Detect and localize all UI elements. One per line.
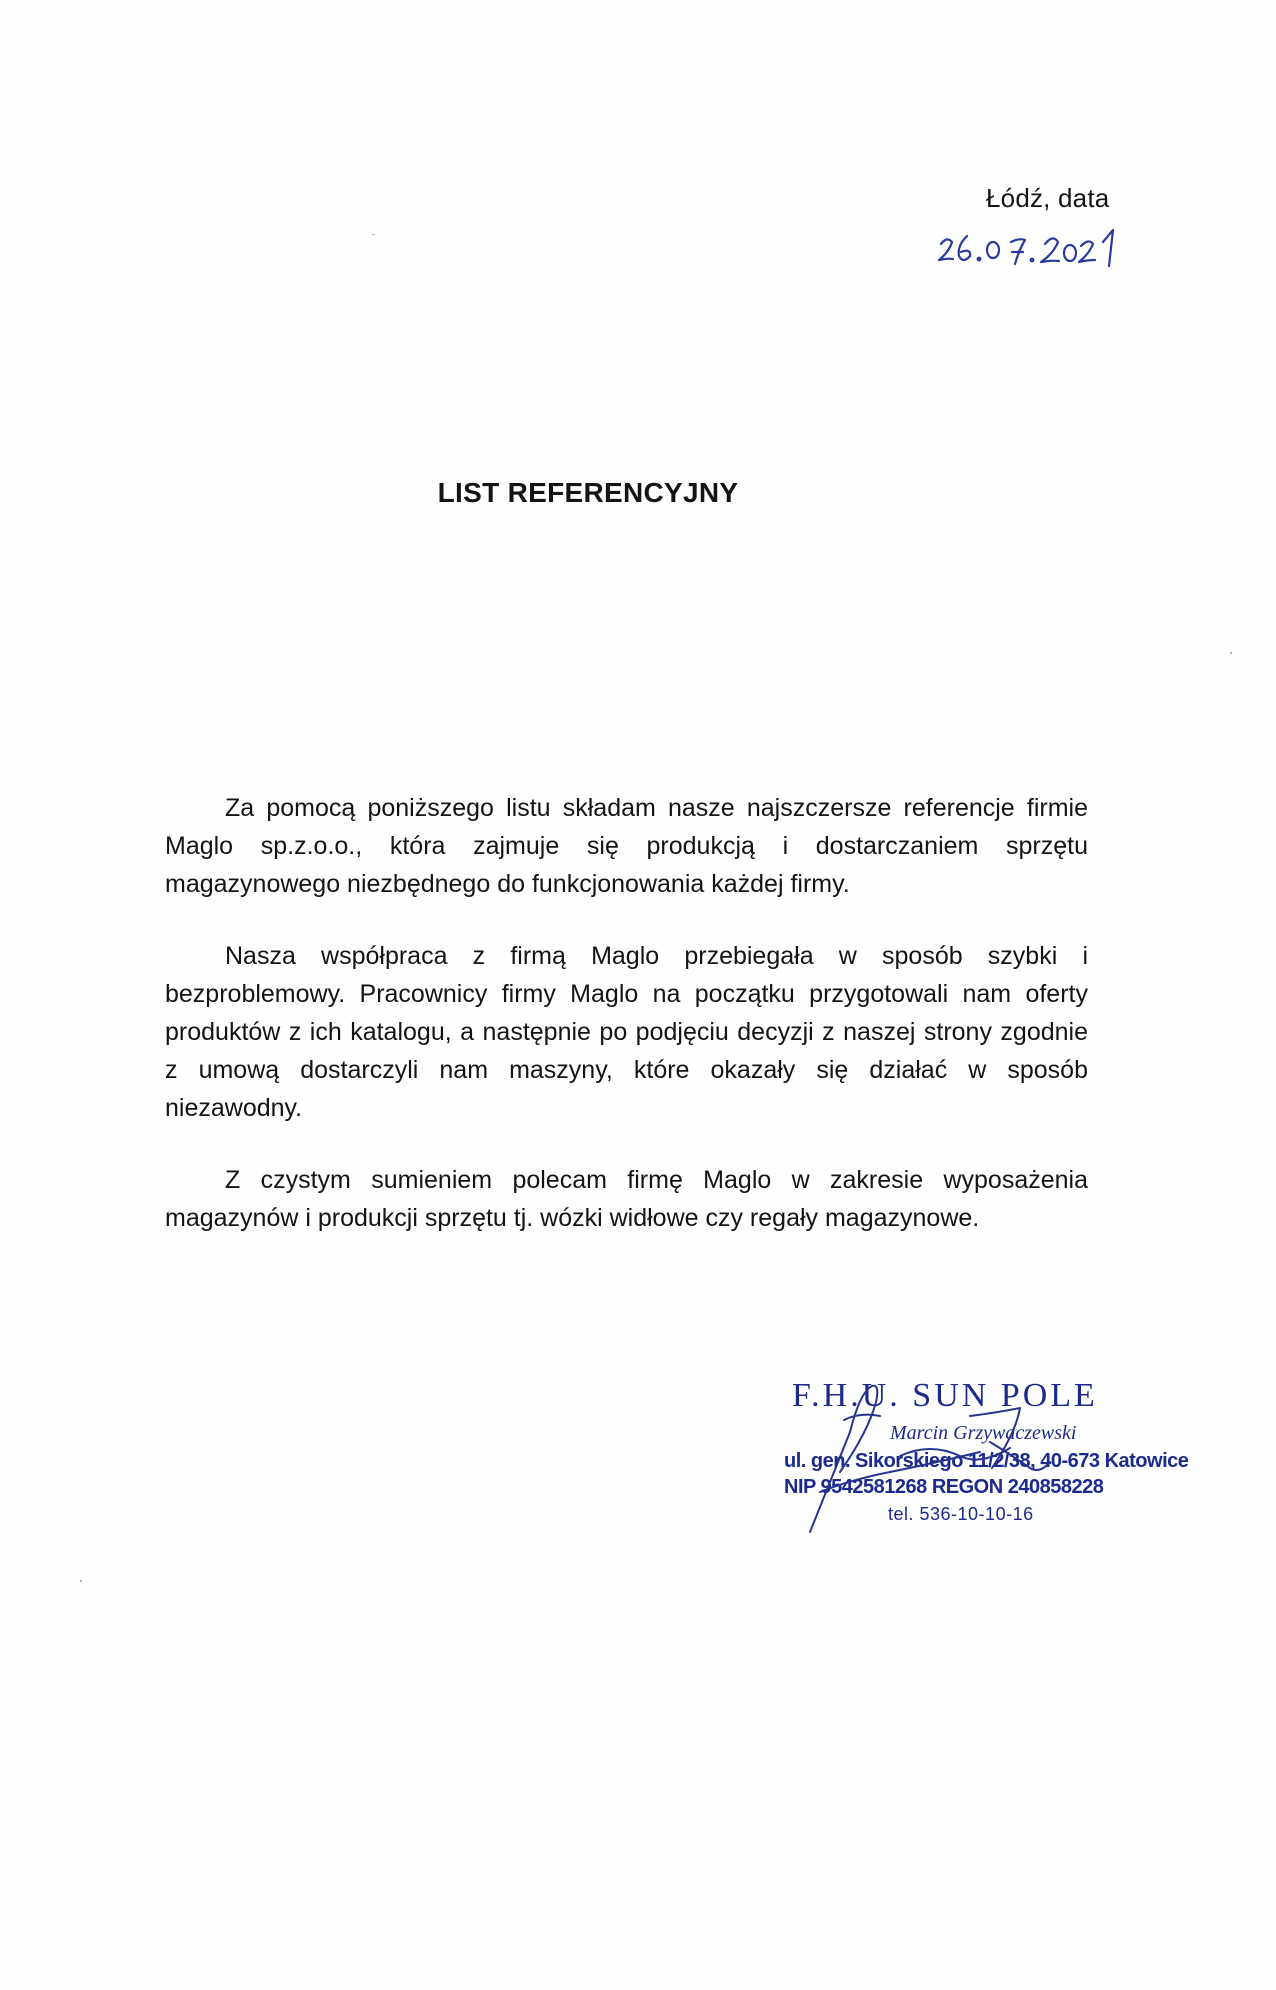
scan-speck xyxy=(1230,652,1232,654)
scan-speck xyxy=(80,1580,82,1582)
stamp-phone: tel. 536-10-10-16 xyxy=(888,1504,1034,1524)
letter-body xyxy=(165,789,1088,1271)
body-paragraph-3: Z czystym sumieniem polecam firmę Maglo w zakresie wyposażenia magazynów i produkcji sprzętu tj. wózki widłowe czy regały magazynowe. xyxy=(165,1166,1088,1232)
stamp-company-name: F.H.U. SUN POLE xyxy=(792,1377,1098,1414)
place-date-label: Łódź, data xyxy=(986,183,1110,213)
letter-title-text: LIST REFERENCYJNY xyxy=(437,477,739,508)
body-paragraph-1: Za pomocą poniższego listu składam nasze najszczersze referencje firmie Maglo sp.z.o.o., która zajmuje się produkcją i dostarczaniem sprzętu magazynowego niezbędnego do funkcjonowania każdej firmy. xyxy=(165,794,1088,898)
stamp-address: ul. gen. Sikorskiego 11/2/38, 40-673 Katowice xyxy=(784,1450,1189,1472)
stamp-tax-ids: NIP 9542581268 REGON 240858228 xyxy=(784,1476,1104,1498)
handwritten-signature xyxy=(780,1372,1140,1542)
letter-title xyxy=(0,477,1276,509)
handwritten-date xyxy=(933,222,1133,274)
body-paragraph-2: Nasza współpraca z firmą Maglo przebiegała w sposób szybki i bezproblemowy. Pracownicy firmy Maglo na początku przygotowali nam oferty produktów z ich katalogu, a następnie po podjęciu decyzji z naszej strony zgodnie z umową dostarczyli nam maszyny, które okazały się działać w sposób niezawodny. xyxy=(165,942,1088,1122)
stamp-owner-name: Marcin Grzywaczewski xyxy=(890,1422,1077,1444)
scan-speck xyxy=(372,234,375,235)
